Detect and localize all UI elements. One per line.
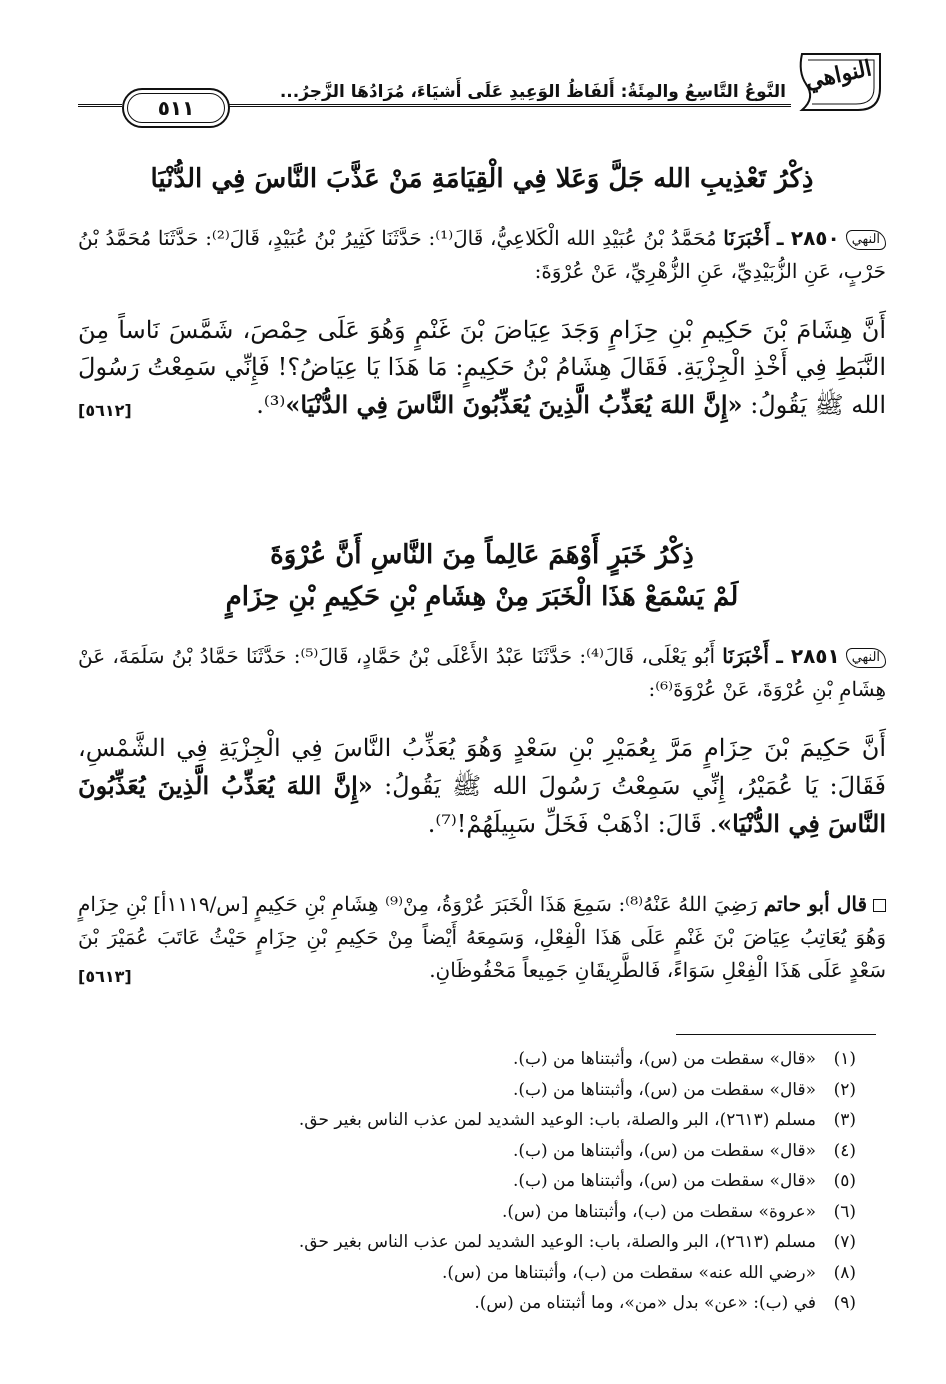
reference-number: [٥٦١٢] [78,401,132,420]
matn-text: أَنَّ هِشَامَ بْنَ حَكِيمِ بْنِ حِزَامٍ وَجَدَ عِيَاضَ بْنَ غَنْمٍ وَهُوَ عَلَى حِمْصَ، شَمَّسَ نَاساً مِنَ النَّبَطِ فِي أَخْذِ الْجِزْيَةِ. فَقَالَ هِشَامُ بْنُ حَكِيمٍ: مَا هَذَا يَا عِيَاضُ؟! فَإِنِّي سَمِعْتُ رَسُولَ الله ﷺ يَقُولُ: [78,316,887,419]
hadith-2850-matn [78,312,886,429]
chapter-tag-label: النواهي [803,55,874,95]
footnotes [76,1044,856,1319]
comment-label: قال أبو حاتم [763,892,868,916]
reference-number: [٥٦١٣] [78,967,132,986]
chapter-tag [796,48,886,116]
footnote: (٧)مسلم (٢٦١٣)، البر والصلة، باب: الوعيد الشديد لمن عذب الناس بغير حق. [298,1232,856,1252]
hadith-2851-matn [78,730,886,843]
prophetic-quote: «إِنَّ اللهَ يُعَذِّبُ الَّذِينَ يُعَذِّبُونَ النَّاسَ فِي الدُّنْيَا» [285,390,743,419]
hadith-2850-isnad [78,222,886,288]
section-heading-line2: لَمْ يَسْمَعْ هَذَا الْخَبَرَ مِنْ هِشَامِ بْنِ حَكِيمِ بْنِ حِزَامٍ [225,582,739,612]
footnote-separator [676,1034,876,1035]
footnote: (١)«قال» سقطت من (س)، وأثبتناها من (ب). [512,1049,856,1069]
footnote: (٨)«رضي الله عنه» سقطت من (ب)، وأثبتناها من (س). [441,1262,856,1283]
abu-hatim-comment [78,888,886,993]
running-title: النَّوعُ التَّاسِعُ والمِئَةُ: أَلفَاظُ الوَعِيدِ عَلَى أَشيَاءَ، مُرَادُهَا الزَّجرُ... [279,82,786,102]
akhbarana-label: أَخْبَرَنَا [723,226,770,250]
prophetic-quote: «إِنَّ اللهَ يُعَذِّبُ الَّذِينَ يُعَذِّبُونَ النَّاسَ فِي الدُّنْيَا» [78,771,886,838]
header-rule-left [78,104,122,107]
topic-badge: النهي [846,648,886,668]
matn-end: . قَالَ: اذْهَبْ فَخَلِّ سَبِيلَهُمْ!⁽⁷⁾. [427,810,718,838]
section2-heading [78,534,886,618]
matn-end: ⁽³⁾. [256,391,286,419]
section-heading-line1: ذِكْرُ خَبَرٍ أَوْهَمَ عَالِماً مِنَ النَّاسِ أَنَّ عُرْوَةَ [270,540,694,570]
matn-text: أَنَّ حَكِيمَ بْنَ حِزَامٍ مَرَّ بِعُمَيْرِ بْنِ سَعْدٍ وَهُوَ يُعَذِّبُ النَّاسَ فِي الْجِزْيَةِ فِي الشَّمْسِ، فَقَالَ: يَا عُمَيْرُ، إِنِّي سَمِعْتُ رَسُولَ الله ﷺ يَقُولُ: [78,734,886,800]
hadith-number: ٢٨٥١ ـ [776,644,840,668]
footnote: (٩)في (ب): «عن» بدل «من»، وما أثبتناه من (س). [474,1293,856,1313]
hadith-number: ٢٨٥٠ ـ [776,226,840,250]
page-number: ٥١١ [157,96,195,120]
hadith-2851-isnad [78,640,886,706]
footnote: (٤)«قال» سقطت من (س)، وأثبتناها من (ب). [512,1140,856,1161]
header-rule [228,104,791,107]
section-heading: ذِكْرُ تَعْذِيبِ الله جَلَّ وَعَلا فِي الْقِيَامَةِ مَنْ عَذَّبَ النَّاسَ فِي الدُّنْيَا [150,164,814,194]
section1-heading [78,158,886,200]
footnote: (٢)«قال» سقطت من (س)، وأثبتناها من (ب). [512,1079,856,1100]
footnote: (٥)«قال» سقطت من (س)، وأثبتناها من (ب). [512,1171,856,1191]
isnad-text: مُحَمَّدُ بْنُ عُبَيْدِ الله الْكَلاعِيُّ، قَالَ⁽¹⁾: حَدَّثَنَا كَثِيرُ بْنُ عُبَيْدٍ، قَالَ⁽²⁾: حَدَّثَنَا مُحَمَّدُ بْنُ حَرْبٍ، عَنِ الزُّبَيْدِيِّ، عَنِ الزُّهْرِيِّ، عَنْ عُرْوَةَ: [78,226,886,283]
square-marker-icon [873,899,886,912]
topic-badge: النهي [846,230,886,250]
isnad-text: أَبُو يَعْلَى، قَالَ⁽⁴⁾: حَدَّثَنَا عَبْدُ الأَعْلَى بْنُ حَمَّادٍ، قَالَ⁽⁵⁾: حَدَّثَنَا حَمَّادُ بْنُ سَلَمَةَ، عَنْ هِشَامِ بْنِ عُرْوَةَ، عَنْ عُرْوَةَ⁽⁶⁾: [78,644,886,701]
footnote: (٣)مسلم (٢٦١٣)، البر والصلة، باب: الوعيد الشديد لمن عذب الناس بغير حق. [298,1110,856,1130]
akhbarana-label: أَخْبَرَنَا [722,644,769,668]
page-header [78,48,886,128]
comment-text: رَضِيَ اللهُ عَنْهُ⁽⁸⁾: سَمِعَ هَذَا الْخَبَرَ عُرْوَةُ، مِنْ⁽⁹⁾ هِشَامِ بْنِ حَكِيمٍ [س/١١١٩أ] بْنِ حِزَامٍ وَهُوَ يُعَاتِبُ عِيَاضَ بْنَ غَنْمٍ عَلَى هَذَا الْفِعْلِ، وَسَمِعَهُ أَيْضاً مِنْ حَكِيمِ بْنِ حِزَامٍ حَيْثُ عَاتَبَ عُمَيْرَ بْنَ سَعْدٍ عَلَى هَذَا الْفِعْلِ سَوَاءً، فَالطَّرِيقَانِ جَمِيعاً مَحْفُوظَانِ. [78,892,886,982]
footnote: (٦)«عروة» سقطت من (ب)، وأثبتناها من (س). [502,1201,856,1222]
page-number-box [122,88,230,128]
